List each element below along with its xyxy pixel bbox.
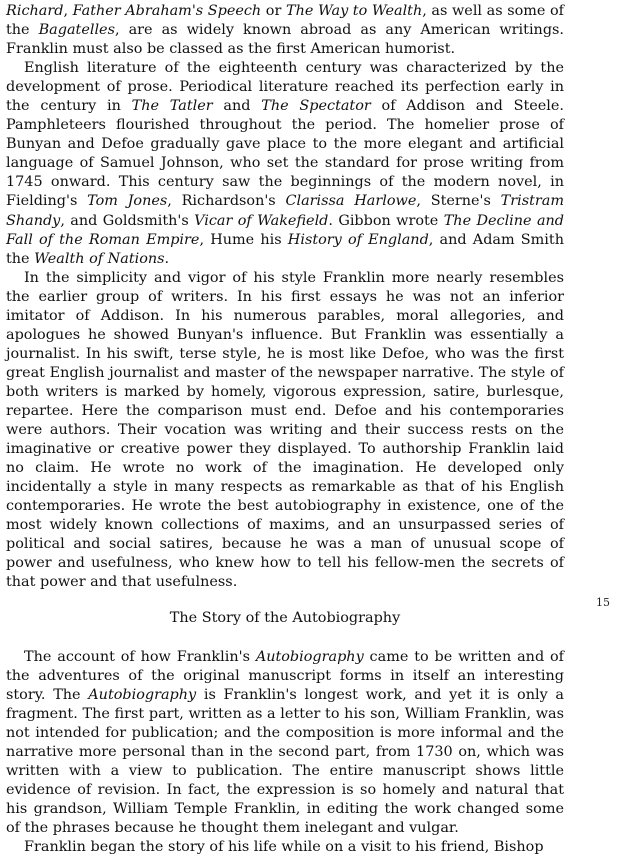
text-run: or — [261, 3, 286, 19]
paragraph — [6, 648, 564, 838]
italic-text: The Tatler — [132, 98, 213, 114]
text-run: of Addison and Steele. Pamphleteers flourished throughout the period. The homelier prose of Bunyan and Defoe gradually gave place to the more elegant and artificial language of Samuel Johnson, who set the standard for prose writing from 1745 onward. This century saw the beginnings of the modern novel, in Fielding's — [6, 98, 564, 209]
paragraph — [6, 269, 564, 593]
document-page — [6, 2, 564, 857]
text-run: , and Goldsmith's — [60, 213, 194, 229]
italic-text: History of England — [288, 232, 429, 248]
italic-text: The Spectator — [261, 98, 371, 114]
text-run: In the simplicity and vigor of his style Franklin more nearly resembles the earlier group of writers. In his first essays he was not an inferior imitator of Addison. In his numerous parables, moral allegories, and apologues he showed Bunyan's influence. But Franklin was essentially a journalist. In his swift, terse style, he is most like Defoe, who was the first great English journalist and master of the newspaper narrative. The style of both writers is marked by homely, vigorous expression, satire, burlesque, repartee. Here the comparison must end. Defoe and his contemporaries were authors. Their vocation was writing and their success rests on the imaginative or creative power they displayed. To authorship Franklin laid no claim. He wrote no work of the imagination. He developed only incidentally a style in many respects as remarkable as that of his English contemporaries. He wrote the best autobiography in existence, one of the most widely known collections of maxims, and an unsurpassed series of political and social satires, because he was a man of unusual scope of power and usefulness, who knew how to tell his fellow-men the secrets of that power and that usefulness. — [6, 270, 564, 591]
text-run: Franklin began the story of his life while on a visit to his friend, Bishop — [24, 839, 544, 855]
italic-text: Autobiography — [88, 687, 196, 703]
italic-text: The Way to Wealth — [286, 3, 422, 19]
italic-text: Bagatelles — [39, 22, 115, 38]
section-before-heading — [6, 2, 564, 592]
text-run: , Richardson's — [167, 193, 285, 209]
text-run: , and Adam Smith the — [6, 232, 564, 267]
text-run: came to be written and of the adventures of the original manuscript forms in itself an interesting story. The — [6, 649, 564, 703]
section-heading: The Story of the Autobiography — [6, 609, 564, 628]
italic-text: The Decline and Fall of the Roman Empire — [6, 213, 564, 248]
text-run: , Hume his — [199, 232, 287, 248]
section-after-heading — [6, 648, 564, 857]
page-number: 15 — [596, 596, 610, 609]
italic-text: Richard — [6, 3, 63, 19]
italic-text: Vicar of Wakefield — [194, 213, 328, 229]
paragraph — [6, 2, 564, 59]
italic-text: Autobiography — [256, 649, 364, 665]
text-run: , are as widely known abroad as any American writings. Franklin must also be classed as the first American humorist. — [6, 22, 564, 57]
italic-text: Tristram Shandy — [6, 193, 564, 228]
text-run: , — [63, 3, 72, 19]
text-run: , as well as some of the — [6, 3, 564, 38]
text-run: The account of how Franklin's — [24, 649, 256, 665]
italic-text: Wealth of Nations — [34, 251, 164, 267]
text-run: is Franklin's longest work, and yet it is only a fragment. The first part, written as a letter to his son, William Franklin, was not intended for publication; and the composition is more informal and the narrative more personal than in the second part, from 1730 on, which was written with a view to publication. The entire manuscript shows little evidence of revision. In fact, the expression is so homely and natural that his grandson, William Temple Franklin, in editing the work changed some of the phrases because he thought them inelegant and vulgar. — [6, 687, 564, 836]
text-run: . Gibbon wrote — [328, 213, 443, 229]
italic-text: Father Abraham's Speech — [73, 3, 262, 19]
text-run: and — [213, 98, 262, 114]
italic-text: Clarissa Harlowe — [285, 193, 416, 209]
text-run: . — [165, 251, 170, 267]
paragraph — [6, 838, 564, 857]
paragraph — [6, 59, 564, 269]
italic-text: Tom Jones — [87, 193, 167, 209]
text-run: , Sterne's — [416, 193, 500, 209]
text-run: English literature of the eighteenth century was characterized by the development of prose. Periodical literature reached its perfection early in the century in — [6, 60, 564, 114]
